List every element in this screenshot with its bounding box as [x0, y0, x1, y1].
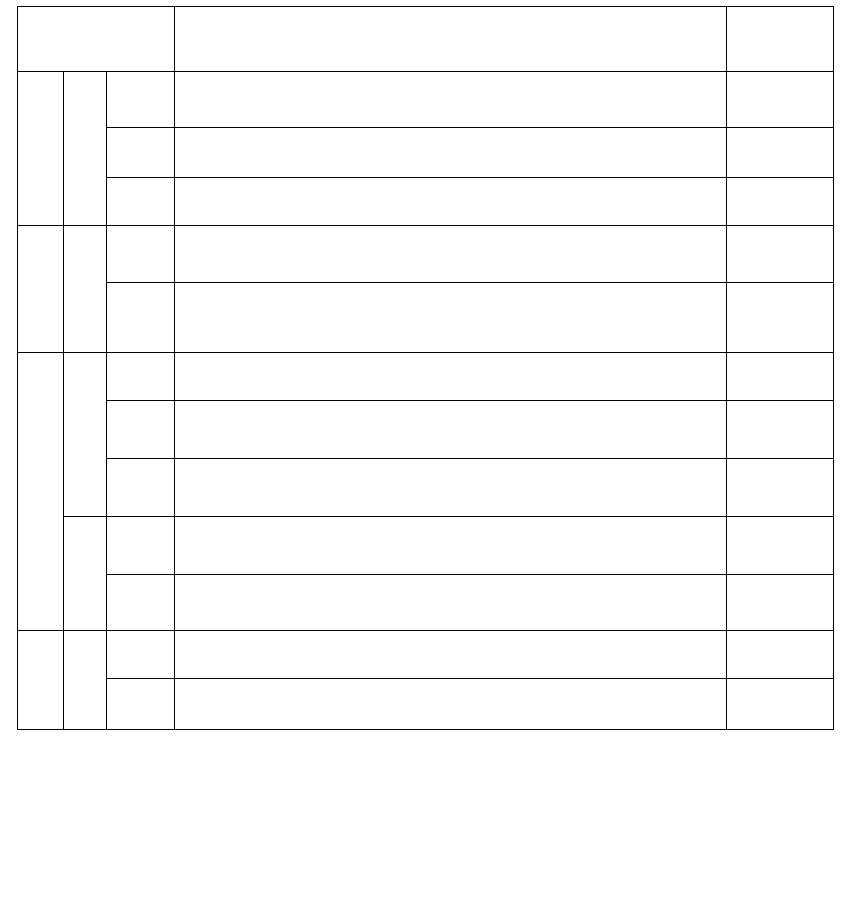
period-label — [64, 631, 107, 730]
time-cell — [107, 401, 175, 459]
amount-column-header — [727, 7, 834, 72]
table-row — [18, 72, 834, 128]
project-cell — [175, 631, 727, 679]
time-cell — [107, 517, 175, 575]
amount-cell — [727, 128, 834, 178]
table-row — [18, 517, 834, 575]
period-label — [64, 72, 107, 226]
table-row — [18, 679, 834, 730]
time-cell — [107, 353, 175, 401]
project-cell — [175, 575, 727, 631]
project-cell — [175, 128, 727, 178]
time-cell — [107, 226, 175, 283]
amount-cell — [727, 401, 834, 459]
day-label — [18, 631, 64, 730]
amount-cell — [727, 631, 834, 679]
amount-cell — [727, 459, 834, 517]
project-cell — [175, 401, 727, 459]
amount-cell — [727, 679, 834, 730]
amount-cell — [727, 283, 834, 353]
time-cell — [107, 459, 175, 517]
amount-cell — [727, 72, 834, 128]
amount-cell — [727, 353, 834, 401]
project-cell — [175, 459, 727, 517]
time-cell — [107, 128, 175, 178]
project-cell — [175, 72, 727, 128]
period-label — [64, 517, 107, 631]
bid-opening-schedule-table — [17, 6, 834, 730]
project-cell — [175, 679, 727, 730]
day-label — [18, 226, 64, 353]
table-row — [18, 353, 834, 401]
amount-cell — [727, 517, 834, 575]
amount-cell — [727, 575, 834, 631]
table-row — [18, 459, 834, 517]
time-cell — [107, 631, 175, 679]
table-row — [18, 575, 834, 631]
table-row — [18, 178, 834, 226]
project-cell — [175, 283, 727, 353]
table-row — [18, 226, 834, 283]
project-cell — [175, 226, 727, 283]
time-cell — [107, 178, 175, 226]
table-row — [18, 631, 834, 679]
time-column-header — [18, 7, 175, 72]
time-cell — [107, 679, 175, 730]
period-label — [64, 226, 107, 353]
amount-cell — [727, 226, 834, 283]
project-cell — [175, 353, 727, 401]
project-cell — [175, 517, 727, 575]
time-cell — [107, 575, 175, 631]
table-row — [18, 283, 834, 353]
header-row — [18, 7, 834, 72]
table-row — [18, 401, 834, 459]
project-cell — [175, 178, 727, 226]
period-label — [64, 353, 107, 517]
time-cell — [107, 72, 175, 128]
time-cell — [107, 283, 175, 353]
day-label — [18, 72, 64, 226]
day-label — [18, 353, 64, 631]
table-row — [18, 128, 834, 178]
amount-cell — [727, 178, 834, 226]
project-column-header — [175, 7, 727, 72]
